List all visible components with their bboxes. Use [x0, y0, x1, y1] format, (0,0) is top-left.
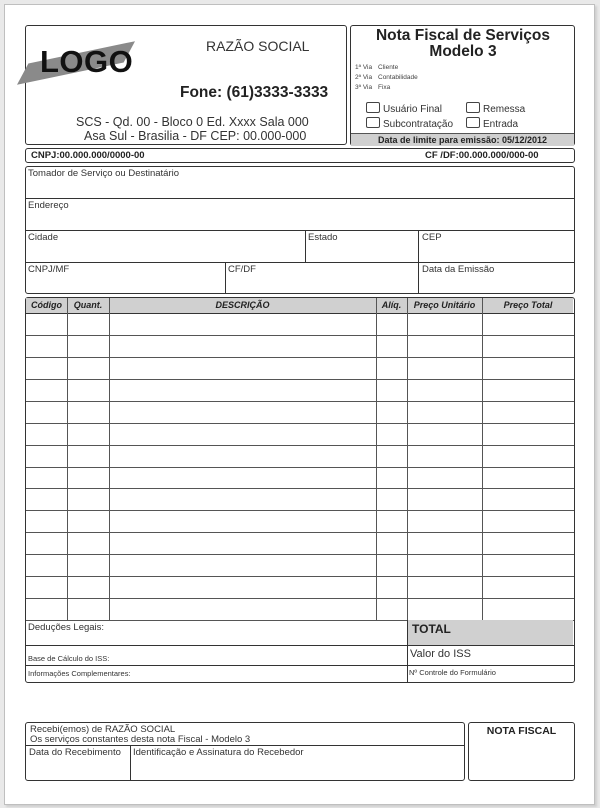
- checkbox-usuario-final[interactable]: [366, 102, 380, 113]
- option-usuario-final: Usuário Final: [383, 104, 442, 115]
- field-endereco[interactable]: Endereço: [28, 200, 69, 211]
- emission-deadline: Data de limite para emissão: 05/12/2012: [351, 133, 574, 146]
- logo: LOGO: [40, 44, 134, 79]
- field-info-complementares[interactable]: Informações Complementares:: [28, 669, 131, 678]
- field-data-emissao[interactable]: Data da Emissão: [422, 264, 495, 275]
- item-column-divider: [376, 298, 377, 620]
- field-controle-formulario: Nº Controle do Formulário: [409, 668, 496, 677]
- receipt-line2: Os serviços constantes desta nota Fiscal - Modelo 3: [30, 734, 251, 745]
- field-estado[interactable]: Estado: [308, 232, 338, 243]
- copy-2-number: 2ª Via: [355, 74, 373, 81]
- checkbox-entrada[interactable]: [466, 117, 480, 128]
- item-column-divider: [109, 298, 110, 620]
- field-cidade[interactable]: Cidade: [28, 232, 59, 243]
- field-cf-df[interactable]: CF/DF: [228, 264, 256, 275]
- field-base-calculo[interactable]: Base de Cálculo do ISS:: [28, 654, 110, 663]
- option-subcontratacao: Subcontratação: [383, 119, 454, 130]
- company-name: RAZÃO SOCIAL: [206, 38, 310, 54]
- field-tomador[interactable]: Tomador de Serviço ou Destinatário: [28, 168, 180, 179]
- col-codigo: Código: [31, 300, 62, 310]
- company-address-line2: Asa Sul - Brasilia - DF CEP: 00.000-000: [84, 129, 307, 143]
- item-column-divider: [67, 298, 68, 620]
- col-aliquota: Alíq.: [381, 300, 402, 310]
- field-valor-iss[interactable]: Valor do ISS: [410, 648, 471, 660]
- company-address-line1: SCS - Qd. 00 - Bloco 0 Ed. Xxxx Sala 000: [76, 115, 309, 129]
- field-deducoes[interactable]: Deduções Legais:: [28, 622, 105, 633]
- invoice-title: Nota Fiscal de Serviços: [375, 27, 551, 44]
- option-entrada: Entrada: [483, 119, 519, 130]
- field-cnpj-mf[interactable]: CNPJ/MF: [28, 264, 70, 275]
- option-remessa: Remessa: [483, 104, 526, 115]
- item-column-divider: [482, 298, 483, 620]
- checkbox-subcontratacao[interactable]: [366, 117, 380, 128]
- company-phone: Fone: (61)3333-3333: [180, 84, 329, 101]
- col-preco-total: Preço Total: [503, 300, 553, 310]
- invoice-model: Modelo 3: [429, 43, 497, 60]
- col-preco-unitario: Preço Unitário: [413, 300, 476, 310]
- field-assinatura-recebedor[interactable]: Identificação e Assinatura do Recebedor: [133, 747, 304, 758]
- checkbox-remessa[interactable]: [466, 102, 480, 113]
- col-descricao: DESCRIÇÃO: [215, 300, 270, 310]
- copy-3-number: 3ª Via: [355, 84, 373, 91]
- issuer-cnpj: CNPJ:00.000.000/0000-00: [31, 150, 145, 161]
- field-data-recebimento[interactable]: Data do Recebimento: [29, 747, 121, 758]
- copy-3-dest: Fixa: [378, 84, 391, 91]
- item-column-divider: [407, 298, 408, 620]
- total-label: TOTAL: [412, 622, 451, 636]
- receipt-line1: Recebi(emos) de RAZÃO SOCIAL: [30, 724, 176, 735]
- copy-2-dest: Contabilidade: [378, 74, 418, 81]
- issuer-cfdf: CF /DF:00.000.000/000-00: [425, 150, 539, 161]
- copy-1-number: 1ª Via: [355, 64, 373, 71]
- nota-fiscal-label: NOTA FISCAL: [486, 725, 557, 737]
- field-cep[interactable]: CEP: [422, 232, 442, 243]
- copy-1-dest: Cliente: [378, 64, 399, 71]
- col-quantidade: Quant.: [73, 300, 103, 310]
